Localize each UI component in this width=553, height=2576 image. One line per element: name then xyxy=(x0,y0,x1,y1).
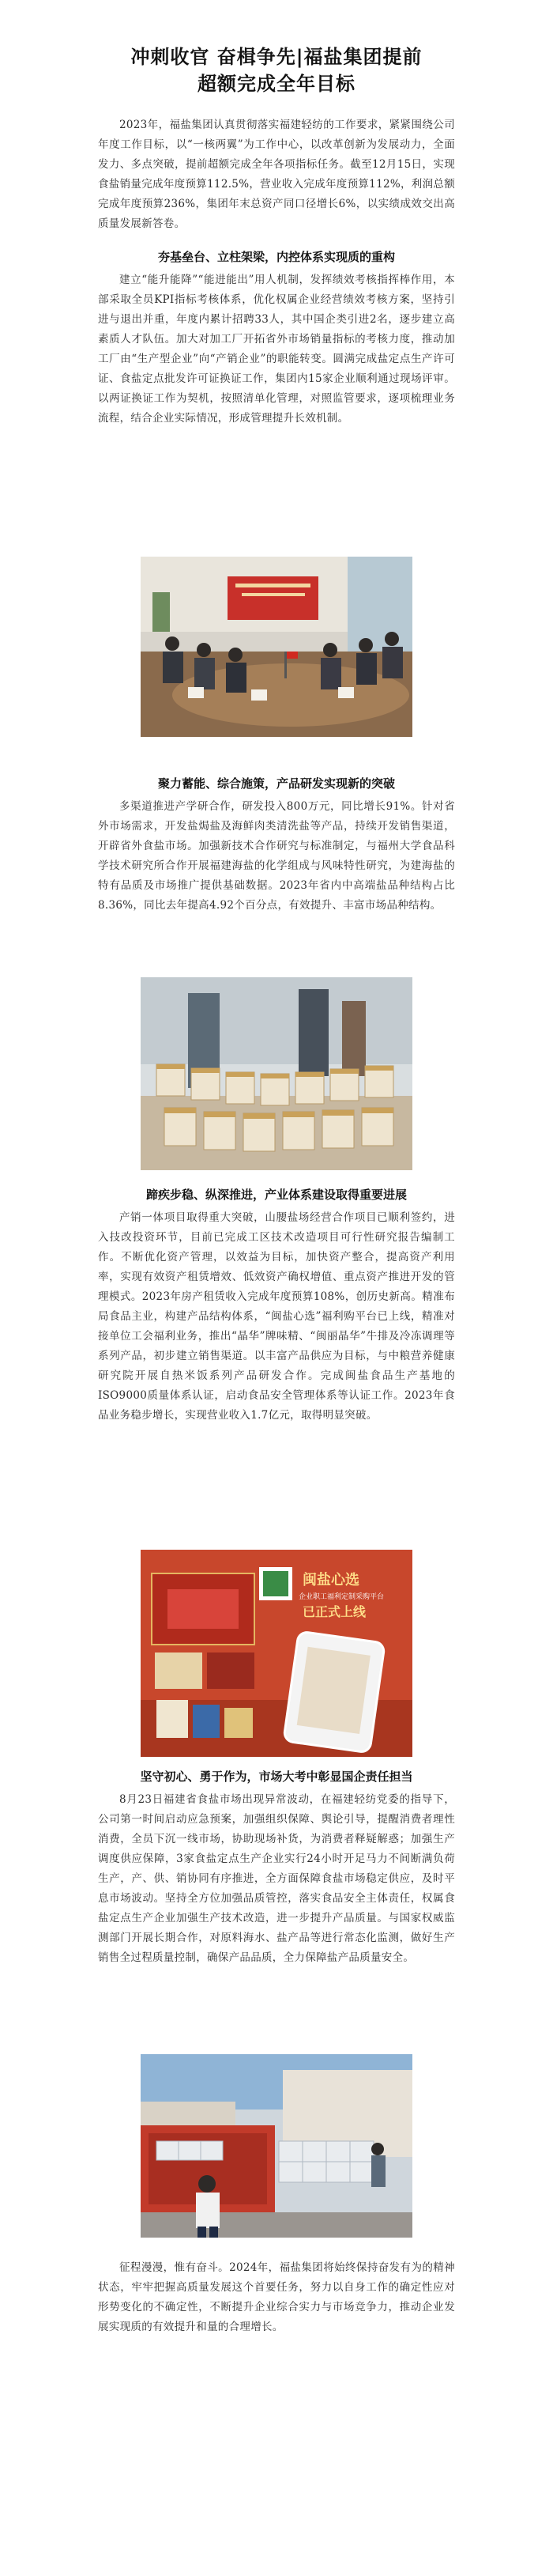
section1-paragraph: 建立“能升能降”“能进能出”用人机制，发挥绩效考核指挥棒作用，本部采取全员KPI指标考核体系，优化权属企业经营绩效考核方案，坚持引进与退出并重，年度内累计招聘33人，其中国企类引进2名，逐步建立高素质人才队伍。加大对加工厂开拓省外市场销量指标的考核力度，推动加工厂由“生产型企业”向“产销企业”的职能转变。圆满完成盐定点生产许可证、食盐定点批发许可证换证工作，集团内15家企业顺利通过现场评审。以两证换证工作为契机，按照清单化管理，对照监管要求，逐项梳理业务流程，结合企业实际情况，形成管理提升长效机制。 xyxy=(98,274,455,425)
meeting-photo xyxy=(141,557,412,737)
intro-paragraph: 2023年，福盐集团认真贯彻落实福建轻纺的工作要求，紧紧围绕公司年度工作目标，以“一核两翼”为工作中心，以改革创新为发展动力，全面发力、多点突破，提前超额完成全年各项指标任务。截至12月15日，实现食盐销量完成年度预算112.5%，营业收入完成年度预算112%，利润总额完成年度预算236%，集团年末总资产同口径增长6%，以实绩成效交出高质量发展新答卷。 xyxy=(98,119,455,230)
loading-truck-photo xyxy=(141,2054,412,2238)
section3-paragraph: 产销一体项目取得重大突破，山腰盐场经营合作项目已顺利签约，进入技改投资环节，目前已完成工区技术改造项目可行性研究报告编制工作。不断优化资产管理，以效益为目标，加快资产整合，提高资产利用率，实现有效资产租赁增效、低效资产确权增值、重点资产推进开发的管理模式。2023年房产租赁收入完成年度预算108%，创历史新高。精准布局食品主业，构建产品结构体系，“闽盐心选”福利购平台已上线，精准对接单位工会福利业务，推出“晶华”牌味精、“闽丽晶华”牛排及冷冻调理等系列产品，初步建立销售渠道。以丰富产品供应为目标，与中粮营养健康研究院开展自热米饭系列产品研发合作。完成闽盐食品生产基地的ISO9000质量体系认证，启动食品安全管理体系等认证工作。2023年食品业务稳步增长，实现营业收入1.7亿元，取得明显突破。 xyxy=(98,1211,455,1422)
article-title-line2: 超额完成全年目标 xyxy=(198,73,356,95)
section4-paragraph: 8月23日福建省食盐市场出现异常波动，在福建轻纺党委的指导下，公司第一时间启动应急预案，加强组织保障、舆论引导，提醒消费者理性消费，全员下沉一线市场，协助现场补货，为消费者释疑解惑；加强生产调度供应保障，3家食盐定点生产企业实行24小时开足马力不间断满负荷生产，产、供、销协同有序推进，全方面保障食盐市场稳定供应，及时平息市场波动。坚持全方位加强品质管控，落实食品安全主体责任，权属食盐定点生产企业加强生产技术改造，进一步提升产品质量。与国家权威监测部门开展长期合作，对原料海水、盐产品等进行常态化监测，做好生产销售全过程质量控制，确保产品品质，全力保障盐产品质量安全。 xyxy=(98,1793,455,1964)
product-photo xyxy=(141,977,412,1170)
promo-banner-launch: 已正式上线 xyxy=(303,1604,367,1619)
article-title-line1: 冲刺收官 奋楫争先|福盐集团提前 xyxy=(130,46,423,68)
promo-image xyxy=(141,1550,412,1757)
section2-paragraph: 多渠道推进产学研合作，研发投入800万元，同比增长91%。针对省外市场需求，开发盐焗盐及海鲜肉类清洗盐等产品，持续开发销售渠道，开辟省外食盐市场。加强新技术合作研究与标准制定，与福州大学食品科学技术研究所合作开展福建海盐的化学组成与风味特性研究，为建海盐的特有品质及市场推广提供基础数据。2023年省内中高端盐品种结构占比8.36%，同比去年提高4.92个百分点，有效提升、丰富市场品种结构。 xyxy=(98,800,455,912)
promo-banner-title: 闽盐心选 xyxy=(303,1572,359,1588)
section4-heading: 坚守初心、勇于作为，市场大考中彰显国企责任担当 xyxy=(140,1770,413,1784)
section2-heading: 聚力蓄能、综合施策，产品研发实现新的突破 xyxy=(157,776,395,791)
closing-paragraph: 征程漫漫，惟有奋斗。2024年，福盐集团将始终保持奋发有为的精神状态，牢牢把握高质量发展这个首要任务，努力以自身工作的确定性应对形势变化的不确定性，不断提升企业综合实力与市场竞争力，推动企业发展实现质的有效提升和量的合理增长。 xyxy=(98,2261,455,2333)
section1-heading: 夯基垒台、立柱架梁，内控体系实现质的重构 xyxy=(157,250,395,264)
promo-banner-subtitle: 企业职工福利定制采购平台 xyxy=(299,1593,385,1601)
section3-heading: 蹄疾步稳、纵深推进，产业体系建设取得重要进展 xyxy=(145,1188,407,1202)
